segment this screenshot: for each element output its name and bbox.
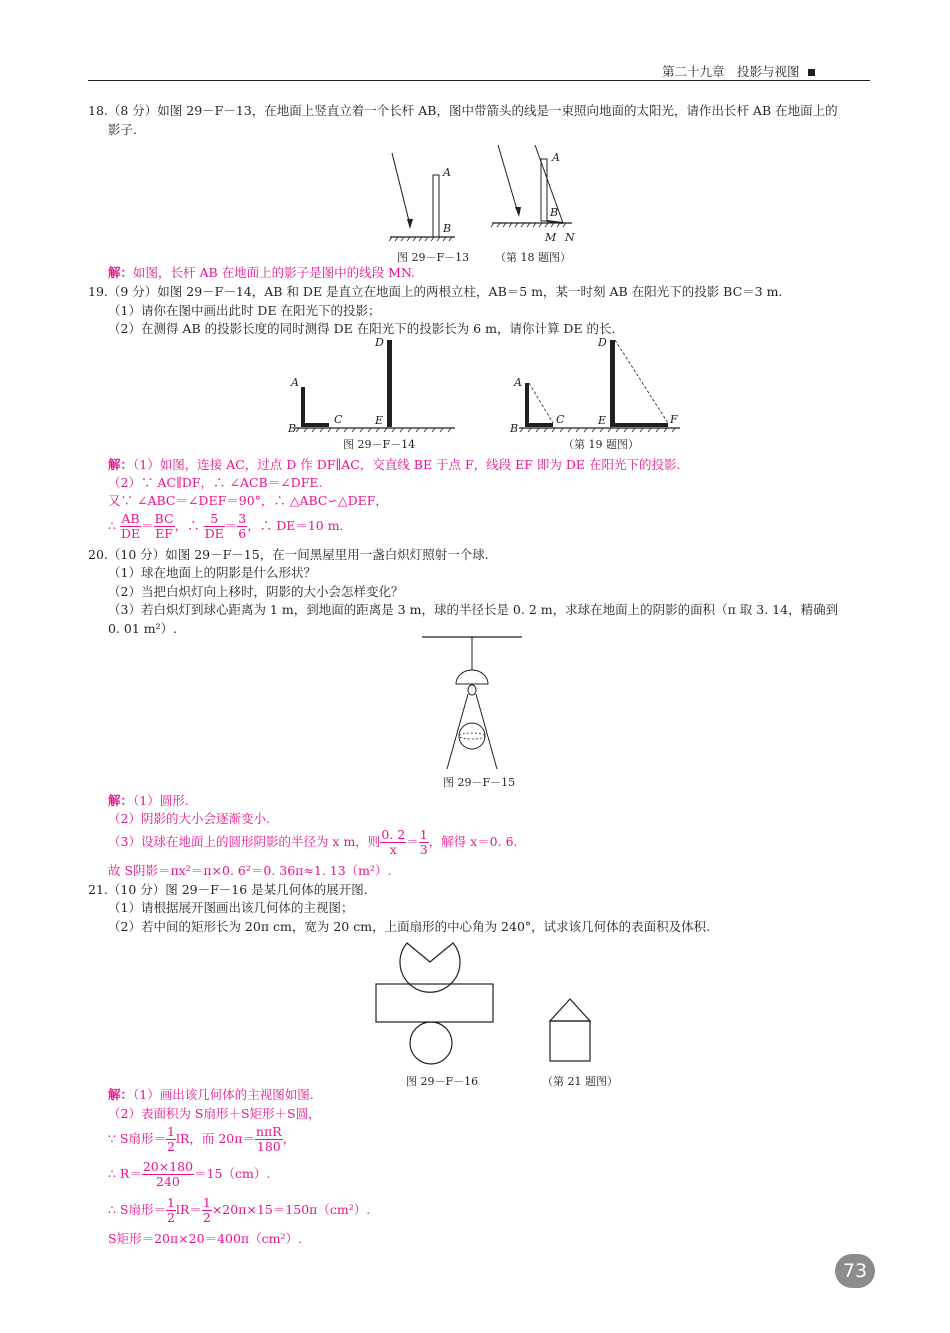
q20-sol3: （3）设球在地面上的圆形阴影的半径为 x m，则 $\frac{0. 2}{x}$ ＝ $\frac{1}{3}$ ，解得 x＝0. 6. bbox=[108, 827, 518, 857]
q20-sol4: 故 S阴影＝πx²＝π×0. 6²＝0. 36π≈1. 13（m²）. bbox=[108, 863, 392, 878]
q19-fraction-3-6 bbox=[237, 512, 247, 541]
q19-label-A: A bbox=[291, 376, 299, 389]
q18-label-B: B bbox=[443, 222, 452, 235]
q19-frac-den-ef: EF bbox=[155, 526, 173, 541]
q19-frac-den-de: DE bbox=[120, 526, 141, 541]
q21-sol3-end: ， bbox=[282, 1131, 296, 1146]
header-square-icon bbox=[808, 69, 815, 76]
q20-sol2: （2）阴影的大小会逐渐变小. bbox=[108, 811, 270, 826]
chapter-header bbox=[662, 62, 815, 80]
q20-frac-den-3: 3 bbox=[419, 842, 428, 857]
q19-label-B: B bbox=[288, 422, 297, 435]
q21-frac-num-npir: nπR bbox=[255, 1124, 282, 1139]
q19-fraction-ab-de bbox=[120, 512, 141, 541]
q19-frac-num-5: 5 bbox=[204, 512, 225, 527]
page-number-badge: 73 bbox=[835, 1254, 875, 1288]
q21-frac-den-2-b: 2 bbox=[167, 1210, 175, 1225]
q19-sol4: ∴ $\frac{AB}{DE}$ ＝ $\frac{BC}{EF}$ ，∴ $\frac{5}{DE}$ ＝ $\frac{3}{6}$ ，∴ DE＝10 m. bbox=[108, 511, 344, 541]
q21-sol5-mid: lR＝ bbox=[175, 1202, 202, 1217]
q19-stem: 19.（9 分）如图 29－F－14，AB 和 DE 是直立在地面上的两根立柱，AB＝5 m，某一时刻 AB 在阳光下的投影 BC＝3 m. bbox=[88, 284, 783, 299]
q21-part2: （2）若中间的矩形长为 20π cm，宽为 20 cm，上面扇形的中心角为 240°，试求该几何体的表面积及体积. bbox=[108, 919, 711, 934]
q19-figure-caption: 图 29－F－14 bbox=[343, 438, 416, 451]
q21-frac-den-180: 180 bbox=[256, 1139, 281, 1154]
q18-figure-caption: 图 29－F－13 bbox=[397, 251, 470, 264]
q21-frac-den-240: 240 bbox=[156, 1174, 180, 1189]
q19-frac-num-3: 3 bbox=[238, 511, 247, 526]
q21-solution-1 bbox=[108, 1086, 314, 1103]
q20-fraction-1-3 bbox=[419, 828, 429, 857]
q18-answer-label-M: M bbox=[545, 231, 557, 244]
q21-fraction-1-2-b bbox=[166, 1196, 176, 1225]
q19-part2: （2）在测得 AB 的投影长度的同时测得 DE 在阳光下的投影长为 6 m，请你计算 DE 的长. bbox=[108, 321, 616, 336]
q19-sol4-mid: ，∴ bbox=[174, 518, 200, 533]
q20-frac-den-x: x bbox=[389, 842, 397, 857]
q21-fraction-20x180-240 bbox=[142, 1160, 194, 1189]
q20-frac-num-1: 1 bbox=[419, 827, 428, 842]
q19-figure bbox=[285, 335, 685, 440]
q19-answer-label-F: F bbox=[670, 413, 678, 426]
q21-part1: （1）请根据展开图画出该几何体的主视图； bbox=[108, 900, 354, 915]
q21-sol5-end: ×20π×15＝150π（cm²）. bbox=[211, 1202, 371, 1217]
q21-sol1: （1）画出该几何体的主视图如图. bbox=[133, 1087, 314, 1102]
q19-sol3: 又∵ ∠ABC＝∠DEF＝90°，∴ △ABC∽△DEF， bbox=[108, 493, 388, 508]
q21-sol3-mid: lR，而 20π＝ bbox=[175, 1131, 255, 1146]
q21-figure bbox=[370, 935, 600, 1070]
q21-frac-num-1-b: 1 bbox=[167, 1195, 175, 1210]
q20-sol3-end: ，解得 x＝0. 6. bbox=[428, 834, 518, 849]
header-rule bbox=[88, 80, 870, 81]
q21-frac-num-1-c: 1 bbox=[202, 1195, 211, 1210]
q18-solution-label: 解： bbox=[108, 265, 134, 280]
q21-frac-num-20x180: 20×180 bbox=[142, 1159, 194, 1174]
q18-answer-label-A: A bbox=[552, 151, 560, 164]
q21-sol3 bbox=[108, 1125, 295, 1154]
q20-part1: （1）球在地面上的阴影是什么形状？ bbox=[108, 565, 316, 580]
q21-sol5-pre: ∴ S扇形＝ bbox=[108, 1202, 166, 1217]
q19-solution-1 bbox=[108, 456, 681, 473]
q21-sol5 bbox=[108, 1196, 370, 1225]
q21-fraction-1-2-c bbox=[202, 1196, 212, 1225]
q21-sol3-pre: ∵ S扇形＝ bbox=[108, 1131, 166, 1146]
q19-fraction-5-de bbox=[204, 512, 225, 541]
q20-part3-line2: 0. 01 m²）. bbox=[108, 621, 178, 636]
q19-answer-label-B: B bbox=[510, 422, 519, 435]
q18-answer-label-B: B bbox=[550, 206, 559, 219]
q21-sol4 bbox=[108, 1160, 270, 1189]
q19-frac-num-bc: BC bbox=[154, 511, 174, 526]
q21-answer-caption: （第 21 题图） bbox=[542, 1075, 618, 1088]
q21-frac-num-1: 1 bbox=[167, 1124, 175, 1139]
q19-sol2: （2）∵ AC∥DF，∴ ∠ACB＝∠DFE. bbox=[108, 475, 323, 490]
q18-solution-text: 如图，长杆 AB 在地面上的影子是图中的线段 MN. bbox=[133, 265, 416, 280]
q19-solution-label: 解： bbox=[108, 457, 134, 472]
q19-sol4-therefore: ∴ bbox=[108, 518, 116, 533]
q19-label-C: C bbox=[334, 413, 343, 426]
q21-solution-label: 解： bbox=[108, 1087, 134, 1102]
q21-sol4-pre: ∴ R＝ bbox=[108, 1166, 142, 1181]
q20-sol1: （1）圆形. bbox=[133, 793, 189, 808]
q19-answer-label-E: E bbox=[598, 414, 607, 427]
q21-frac-den-2: 2 bbox=[167, 1139, 175, 1154]
q18-solution bbox=[108, 264, 415, 281]
q20-part2: （2）当把白炽灯向上移时，阴影的大小会怎样变化？ bbox=[108, 584, 404, 599]
q20-figure-caption: 图 29－F－15 bbox=[443, 776, 516, 789]
q19-part1: （1）请你在图中画出此时 DE 在阳光下的投影； bbox=[108, 303, 381, 318]
q20-figure bbox=[420, 632, 525, 772]
q19-label-D: D bbox=[375, 336, 384, 349]
q20-solution-label: 解： bbox=[108, 793, 134, 808]
q20-frac-num-02: 0. 2 bbox=[381, 827, 406, 842]
q21-sol2: （2）表面积为 S扇形＋S矩形＋S圆， bbox=[108, 1106, 321, 1121]
q19-frac-den-de-2: DE bbox=[204, 526, 224, 541]
q21-fraction-npir-180 bbox=[255, 1125, 283, 1154]
q19-answer-label-A: A bbox=[514, 376, 522, 389]
q19-frac-den-6: 6 bbox=[238, 526, 247, 541]
q20-solution-1 bbox=[108, 792, 189, 809]
q20-fraction-02-x bbox=[380, 828, 406, 857]
q21-fraction-1-2 bbox=[166, 1125, 176, 1154]
q20-stem: 20.（10 分）如图 29－F－15，在一间黑屋里用一盏白炽灯照射一个球. bbox=[88, 547, 489, 562]
q21-figure-caption: 图 29－F－16 bbox=[406, 1075, 479, 1088]
q21-sol4-end: ＝15（cm）. bbox=[194, 1166, 271, 1181]
q21-frac-den-2-c: 2 bbox=[202, 1210, 211, 1225]
q20-sol3-pre: （3）设球在地面上的圆形阴影的半径为 x m，则 bbox=[108, 834, 381, 849]
q19-label-E: E bbox=[375, 414, 384, 427]
q19-answer-label-D: D bbox=[598, 336, 607, 349]
q19-frac-num-ab: AB bbox=[121, 511, 140, 526]
q18-stem-line1: 18.（8 分）如图 29－F－13，在地面上竖直立着一个长杆 AB，图中带箭头的线是一束照向地面的太阳光，请作出长杆 AB 在地面上的 bbox=[88, 103, 838, 118]
q19-answer-caption: （第 19 题图） bbox=[563, 438, 639, 451]
q18-answer-caption: （第 18 题图） bbox=[495, 251, 571, 264]
q18-stem-line2: 影子. bbox=[108, 122, 137, 137]
q20-part3-line1: （3）若白炽灯到球心距离为 1 m，到地面的距离是 3 m，球的半径长是 0. 2 m，求球在地面上的阴影的面积（π 取 3. 14，精确到 bbox=[108, 602, 839, 617]
q19-sol4-end: ，∴ DE＝10 m. bbox=[247, 518, 344, 533]
q18-label-A: A bbox=[443, 166, 451, 179]
q21-sol6: S矩形＝20π×20＝400π（cm²）. bbox=[108, 1231, 302, 1246]
q19-fraction-bc-ef bbox=[154, 512, 175, 541]
q19-sol1: （1）如图，连接 AC，过点 D 作 DF∥AC，交直线 BE 于点 F，线段 EF 即为 DE 在阳光下的投影. bbox=[133, 457, 681, 472]
q21-stem: 21.（10 分）图 29－F－16 是某几何体的展开图. bbox=[88, 882, 368, 897]
q19-answer-label-C: C bbox=[556, 413, 565, 426]
q18-answer-label-N: N bbox=[565, 231, 575, 244]
chapter-title: 第二十九章 投影与视图 bbox=[662, 64, 800, 79]
